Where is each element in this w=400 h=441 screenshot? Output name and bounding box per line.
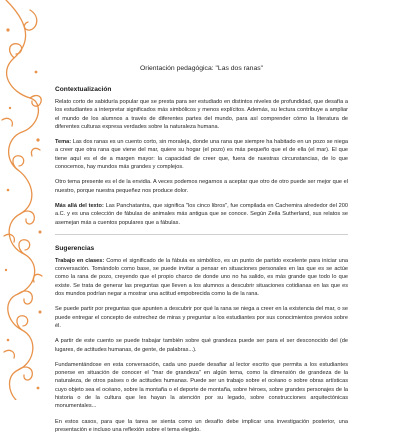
paragraph-desafio: En estos casos, para que la tarea se sienta como un desafío debe implicar una investigación posterior, una presentación e incluso una reflexión sobre el tema elegido. [55,418,348,433]
paragraph-grandeza: A partir de este cuento se puede trabajar también sobre qué grandeza puede ser para el ser desconocido del (de lugares, de actitudes humanas, de gente, de palabras...). [55,338,348,353]
heading-sugerencias: Sugerencias [55,244,95,252]
paragraph-mas-alla [55,202,348,227]
text-mas-alla: Las Panchatantra, que significa "los cinco libros", fue compilada en Cachemira alrededor del 200 a.C. y es una colección de fábulas de animales más antigua que se conoce. Según Zeila Sutherland, sus relatos se asemejan más a cuentos populares que a fábulas. [55,202,348,226]
decorative-swirl-border [0,0,48,400]
document-title: Orientación pedagógica: "Las dos ranas" [139,65,264,72]
label-mas-alla: Más allá del texto: [55,202,104,209]
paragraph-tema [55,138,348,171]
text-tema: Las dos ranas es un cuento corto, sin moraleja, donde una rana que siempre ha habitado en un pozo se niega a creer que otra rana que viene del mar, quiere su hogar (el pozo) es más pequeño que el de ella (el mar). El que tiene aquí es el de a margen mayor: la capacidad de creer que, fuera de nuestras circunstancias, de lo que conocemos, hay mundos más grandes y complejos. [55,139,348,171]
label-tema: Tema: [55,139,72,146]
paragraph-trabajo [55,257,348,298]
heading-contextualizacion: Contextualización [55,86,112,93]
document-body [55,64,348,441]
text-trabajo: Como el significado de la fábula es simbólico, es un punto de partido excelente para iniciar una conversación. Tomándolo como base, se puede invitar a pensar en situaciones personales en las que es se actúe como la rana de pozo, creyendo que el propio charco de donde uno no ha salido, es más grande que todo lo que existe. Se trata de generar las preguntas que lleven a los alumnos a descubrir situaciones cotidianas en las que es dos mundos podrían negar a mostrar una actitud empobrecida como la de la rana. [55,257,348,298]
paragraph-intro: Relato corto de sabiduría popular que se presta para ser estudiado en distintos niveles de profundidad, que desafía a los estudiantes a interpretar significados más simbólicos y menos explícitos. Además, su lectura contribuye a ampliar el mundo de los alumnos a través de diferentes partes del mundo, para así comprender cómo la literatura de diferentes culturas expresa verdades sobre la naturaleza humana. [55,99,348,130]
paragraph-otro-tema: Otro tema presente es el de la envidia. A veces podemos negarnos a aceptar que otro de otro puede ser mejor que el nuestro, porque nuestra pequeñez nos produce dolor. [55,179,348,194]
section-divider [55,234,348,235]
paragraph-fundamentandose: Fundamentándose en esta conversación, cada uno puede desafiar al lector escrito que permita a los estudiantes ponerse en situación de conocer el "mar de grandeza" en algún tema, como la dimensión de grandeza de la naturaleza, de otros países o de actitudes humanas. Puede ser un trabajo sobre el océano o sobre obras artísticas cuyo objeto sea el océano, sobre la montaña o el deporte de montaña, sobre héroes, sobre grandes personajes de la historia o de la cultura que les hayan la atención por su legado, sobre construcciones arquitectónicas monumentales... [55,361,348,410]
paragraph-preguntas: Se puede partir por preguntas que apunten a descubrir por qué la rana se niega a creer en la existencia del mar, o se puede entregar el concepto de estrechez de miras y preguntar a los estudiantes por sus conocimientos previos sobre él. [55,306,348,329]
label-trabajo: Trabajo en clases: [55,257,105,264]
